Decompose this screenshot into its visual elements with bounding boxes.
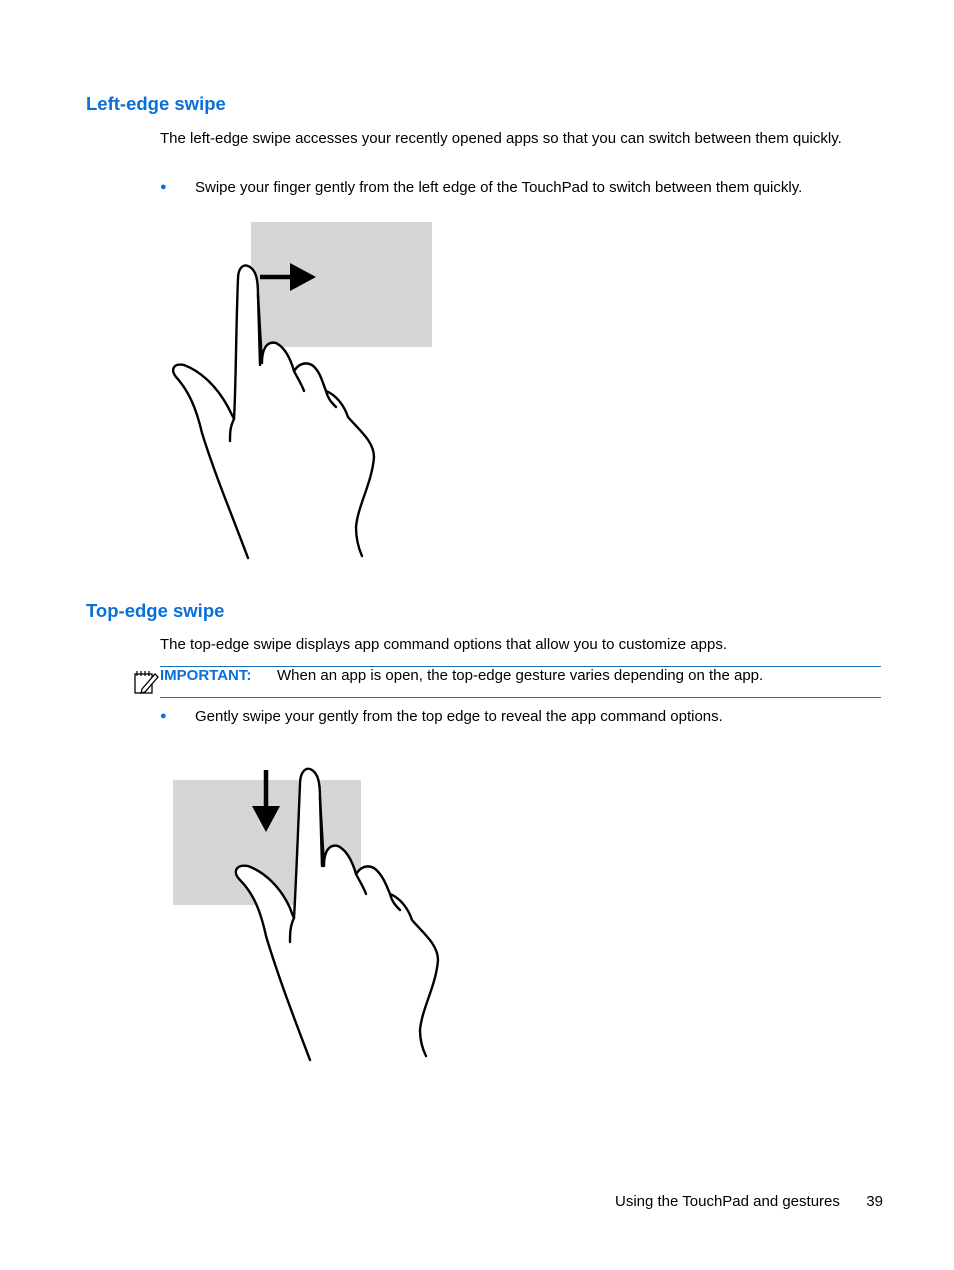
important-text: When an app is open, the top-edge gesture varies depending on the app. [277,667,764,684]
list-item-top-edge-swipe [160,707,900,727]
paragraph-top-edge-swipe: The top-edge swipe displays app command options that allow you to customize apps. [160,636,727,653]
pencil-note-icon [133,668,159,696]
bullet-icon: ● [160,181,167,193]
footer-title: Using the TouchPad and gestures [615,1193,840,1210]
hand-swipe-down-illustration [160,762,460,1068]
touchpad-area [251,222,432,347]
bullet-text: Gently swipe your gently from the top edge to reveal the app command options. [195,708,723,725]
illustration-left-edge-swipe [160,215,450,565]
hand-swipe-right-illustration [160,215,450,565]
illustration-top-edge-swipe [160,762,460,1068]
bullet-icon: ● [160,710,167,722]
callout-bottom-rule [160,697,881,698]
section-heading-left-edge-swipe: Left-edge swipe [86,93,226,114]
bullet-text: Swipe your finger gently from the left edge of the TouchPad to switch between them quickly. [195,179,803,196]
paragraph-left-edge-swipe: The left-edge swipe accesses your recently opened apps so that you can switch between them quickly. [160,130,842,147]
page-footer [615,1192,883,1211]
list-item-left-edge-swipe [160,178,900,198]
section-heading-top-edge-swipe: Top-edge swipe [86,600,225,621]
page-number: 39 [866,1193,883,1210]
important-label: IMPORTANT: [160,667,252,684]
